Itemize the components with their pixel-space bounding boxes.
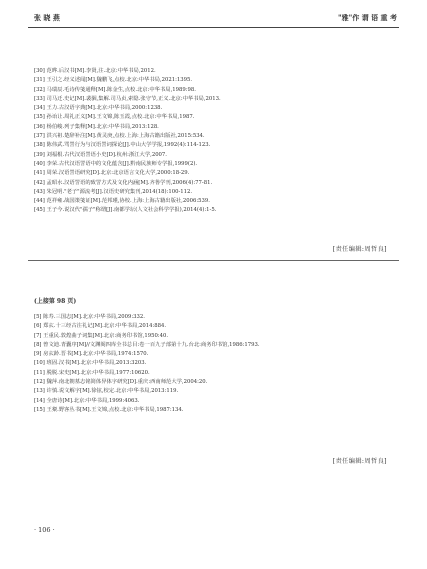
continued-from-label: (上接第 98 页) [34,298,77,305]
reference-item: [32] 马瑞辰.毛诗传笺通释[M].陈金生,点校.北京:中华书局,1989:98. [34,86,196,93]
responsible-editor-top: [责任编辑:周哲良] [332,246,387,253]
responsible-editor-bottom: [责任编辑:周哲良] [332,458,387,465]
reference-item: [30] 范晔.后汉书[M].李贤,注.北京:中华书局,2012. [34,68,156,74]
reference-item: [36] 杨伯峻.列子集释[M].北京:中华书局,2013:128. [34,123,159,130]
header-article-title: "雅"作 谓 语 重 考 [337,13,397,22]
running-header [28,11,399,27]
reference-item: [15] 王粲.野客丛书[M].王文锦,点校.北京:中华书局,1987:134. [34,406,184,413]
page-number: · 106 · [34,526,55,534]
reference-item: [37] 洪兴祖.楚辞补注[M].黄灵庚,点校.上海:上海古籍出版社,2015:534. [34,133,205,140]
reference-item: [33] 司马迁.史记[M].裴骃,集解.司马贞,索隐.张守节,正义.北京:中华书局,2013. [34,95,221,102]
reference-item: [41] 周荣.汉语詈语研究[D].北京:北京语言文化大学,2000:18-29. [34,170,190,177]
header-author: 张 晓 燕 [34,13,60,22]
reference-item: [9] 房玄龄.晋书[M].北京:中华书局,1974:1570. [34,351,149,358]
reference-list-bottom [34,313,394,415]
reference-item: [40] 李荣.古代汉语詈语中的文化蕴含[J].黔南民族师专学报,1999(2). [34,160,198,167]
reference-list-top [34,67,394,216]
reference-item: [5] 陈寿.三国志[M].北京:中华书局,2009:332. [34,314,145,320]
section-divider [28,260,399,261]
reference-item: [8] 曾文迪.青囊序[M]//文渊阁四库全书总目:卷一百九子部第十九.台北:商务印书馆,1986:1793. [34,341,260,348]
reference-item: [11] 脱脱.宋史[M].北京:中华书局,1977:10620. [34,369,150,376]
reference-item: [7] 王重民.敦煌曲子词集[M].北京:商务印书馆,1950:40. [34,332,169,339]
reference-item: [34] 王力.古汉语字典[M].北京:中华书局,2000:1238. [34,105,163,112]
reference-item: [39] 刘福根.古代汉语詈语小史[D].杭州:浙江大学,2007. [34,151,167,158]
reference-item: [44] 范祥雍.战国策笺证[M].范邦瑾,协校.上海:上海古籍出版社,2006:539. [34,198,210,205]
reference-item: [45] 王子今.说汉代"孺子"称谓[J].南都学坛(人文社会科学学报),2014(4):1-5. [34,207,217,214]
reference-item: [43] 朱冠明."老子"源流考[J].汉语史研究集刊,2014(18):100-112. [34,188,193,195]
reference-item: [14] 全唐诗[M].北京:中华书局,1999:4063. [34,397,140,404]
reference-item: [6] 郑玄.十三经古注礼记[M].北京:中华书局,2014:884. [34,323,167,330]
reference-item: [31] 王引之.经义述闻[M].魏鹏飞,点校.北京:中华书局,2021:1395. [34,77,193,84]
header-rule [28,27,399,28]
reference-item: [42] 孟昭水.汉语詈语的致詈方式及文化内涵[M].齐鲁学刊,2006(4):77-81. [34,179,213,186]
reference-item: [10] 班固.汉书[M].北京:中华书局,2013:3203. [34,360,147,367]
reference-item: [13] 许慎.说文解字[M].徐铉,校定.北京:中华书局,2013:119. [34,388,179,395]
reference-item: [12] 魏萍.南北朝墓志铭简体异体字研究[D].重庆:西南师范大学,2004:20. [34,379,208,386]
reference-item: [35] 孙诒让.周礼正义[M].王文锦,陈玉霞,点校.北京:中华书局,1987. [34,114,195,121]
reference-item: [38] 陈伟武.骂詈行为与汉语詈词探论[J].中山大学学报,1992(4):114-123. [34,142,211,149]
